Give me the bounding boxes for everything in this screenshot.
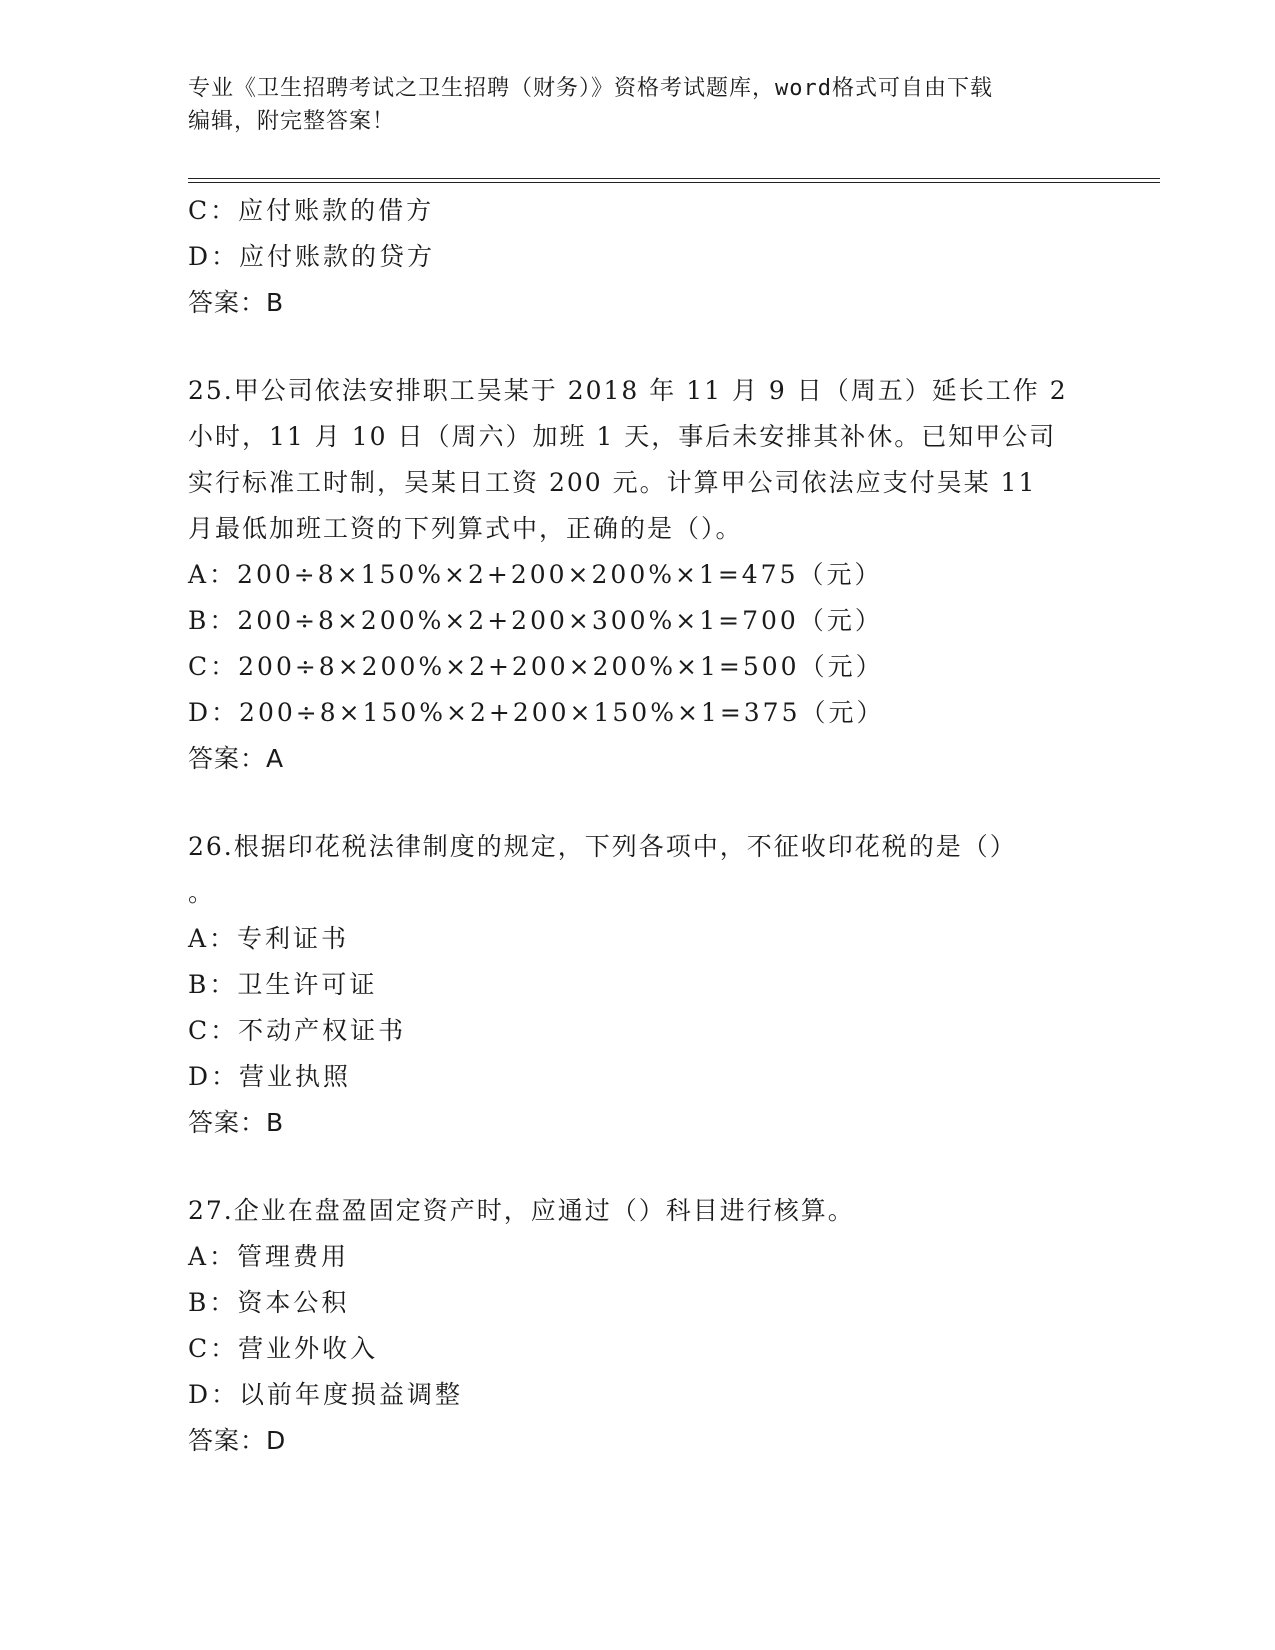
spacer [188, 782, 1088, 824]
question-25 [188, 368, 1088, 782]
option-d: D：应付账款的贷方 [188, 242, 436, 271]
option-b: B：200÷8×200%×2+200×300%×1=700（元） [188, 606, 883, 635]
option-d: D：200÷8×150%×2+200×150%×1=375（元） [188, 698, 885, 727]
answer-line: 答案：B [188, 288, 285, 317]
question-stem-line: 27.企业在盘盈固定资产时，应通过（）科目进行核算。 [188, 1196, 855, 1225]
question-stem-line: 月最低加班工资的下列算式中，正确的是（）。 [188, 514, 743, 543]
option-c: C：营业外收入 [188, 1334, 379, 1363]
question-26 [188, 824, 1088, 1146]
page-header [188, 72, 1088, 138]
option-a: A：200÷8×150%×2+200×200%×1=475（元） [188, 560, 883, 589]
prev-question-tail [188, 188, 1088, 326]
option-b: B：卫生许可证 [188, 970, 378, 999]
header-line-2: 编辑，附完整答案！ [188, 109, 396, 134]
question-stem-line: 26.根据印花税法律制度的规定，下列各项中，不征收印花税的是（） [188, 832, 1017, 861]
option-d: D：以前年度损益调整 [188, 1380, 464, 1409]
option-d: D：营业执照 [188, 1062, 352, 1091]
option-c: C：200÷8×200%×2+200×200%×1=500（元） [188, 652, 884, 681]
answer-line: 答案：D [188, 1426, 287, 1455]
spacer [188, 326, 1088, 368]
header-line-1: 专业《卫生招聘考试之卫生招聘（财务）》资格考试题库，word格式可自由下载 [188, 76, 993, 101]
question-stem-line: 。 [188, 878, 216, 907]
option-a: A：专利证书 [188, 924, 350, 953]
spacer [188, 1146, 1088, 1188]
answer-line: 答案：A [188, 744, 285, 773]
header-divider [188, 178, 1160, 183]
question-stem-line: 实行标准工时制，吴某日工资 200 元。计算甲公司依法应支付吴某 11 [188, 468, 1037, 497]
option-c: C：应付账款的借方 [188, 196, 435, 225]
document-body [188, 188, 1088, 1464]
question-stem-line: 小时，11 月 10 日（周六）加班 1 天，事后未安排其补休。已知甲公司 [188, 422, 1057, 451]
question-27 [188, 1188, 1088, 1464]
option-c: C：不动产权证书 [188, 1016, 407, 1045]
option-a: A：管理费用 [188, 1242, 350, 1271]
question-stem-line: 25.甲公司依法安排职工吴某于 2018 年 11 月 9 日（周五）延长工作 2 [188, 376, 1068, 405]
answer-line: 答案：B [188, 1108, 285, 1137]
option-b: B：资本公积 [188, 1288, 350, 1317]
